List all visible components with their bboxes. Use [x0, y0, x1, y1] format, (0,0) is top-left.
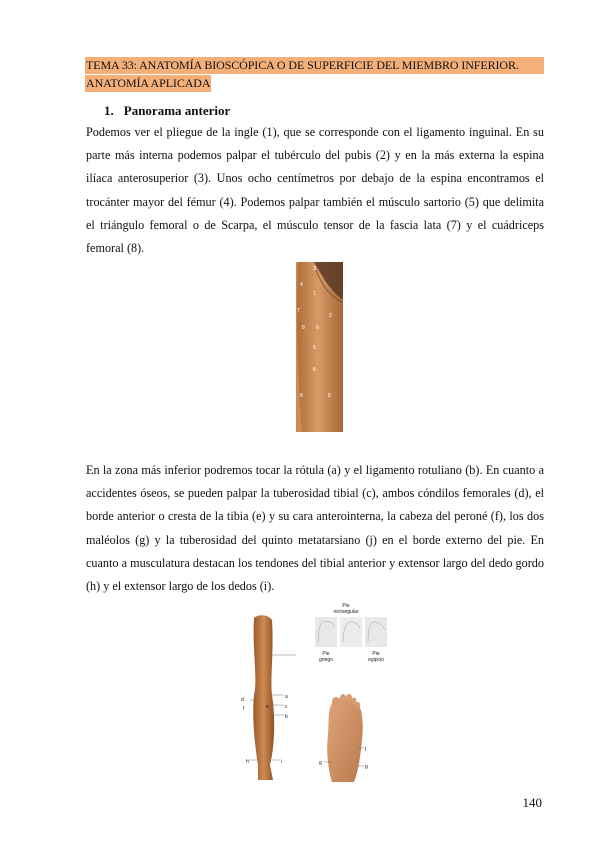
fig2-label-g-right: g [365, 764, 368, 770]
fig2-label-b: b [285, 714, 288, 720]
section-number: 1. [104, 103, 114, 118]
foot-type-egyptian-label-1: Pie [372, 651, 380, 657]
fig1-label-1: 1 [313, 291, 316, 297]
fig1-label-4: 4 [300, 282, 303, 288]
fig1-label-8c: 8 [300, 393, 303, 399]
paragraph-anterior: Podemos ver el pliegue de la ingle (1), que se corresponde con el ligamento inguinal. En su parte más interna podemos palpar el tubérculo del pubis (2) y en la más externa la espina ilíaca anterosuperior (3). Unos ocho centímetros por debajo de la espina encontramos el trocánter mayor del fémur (4). Podemos palpar también el músculo sartorio (5) que delimita el triángulo femoral o de Scarpa, el músculo tensor de la fascia lata (7) y el cuádriceps femoral (8). [86, 125, 544, 256]
foot-type-egyptian-label-2: egipcio [368, 657, 384, 663]
fig1-label-8d: 8 [328, 393, 331, 399]
fig1-label-2: 2 [329, 313, 332, 319]
foot-type-rectangular-label-1: Pie [342, 603, 350, 609]
fig2-label-h: h [246, 759, 249, 765]
title-line-1: TEMA 33: ANATOMÍA BIOSCÓPICA O DE SUPERFICIE DEL MIEMBRO INFERIOR. [85, 57, 544, 74]
fig2-label-e: e [266, 704, 269, 710]
leg-foot-figure [236, 600, 390, 787]
foot-type-rectangular-image [340, 617, 362, 647]
fig2-label-j: j [365, 746, 367, 752]
fig2-label-i: i [281, 759, 283, 765]
fig2-label-d: d [241, 697, 244, 703]
fig2-label-g-left: g [319, 760, 322, 766]
section-heading [104, 103, 230, 119]
foot-illustration [327, 697, 363, 782]
foot-type-greek-label-2: griego [319, 657, 333, 663]
paragraph-lower: En la zona más inferior podremos tocar la rótula (a) y el ligamento rotuliano (b). En cuanto a accidentes óseos, se pueden palpar la tuberosidad tibial (c), ambos cóndilos femorales (d), el borde anterior o cresta de la tibia (e) y su cara anterointerna, la cabeza del peroné (f), los dos maléolos (g) y la tuberosidad del quinto metatarsiano (j) en el borde externo del pie. En cuanto a musculatura destacan los tendones del tibial anterior y extensor largo del dedo gordo (h) y el extensor largo de los dedos (i). [86, 463, 544, 594]
fig2-label-a: a [285, 694, 288, 700]
fig2-label-c: c [285, 704, 288, 710]
thigh-photo-figure [296, 262, 343, 432]
fig2-label-f: f [243, 706, 245, 712]
fig1-label-5: 5 [313, 345, 316, 351]
fig1-label-8a: 8 [302, 325, 305, 331]
fig1-label-7: 7 [297, 308, 300, 314]
fig1-label-6: 6 [316, 325, 319, 331]
section-title: Panorama anterior [123, 103, 231, 118]
foot-type-greek-label-1: Pie [322, 651, 330, 657]
title-line-2: ANATOMÍA APLICADA [86, 76, 211, 90]
fig1-label-3: 3 [313, 266, 316, 272]
foot-type-rectangular-label-2: rectangular [333, 609, 359, 615]
page-number: 140 [522, 795, 542, 810]
chapter-title [85, 56, 545, 92]
fig1-label-8b: 8 [313, 367, 316, 373]
